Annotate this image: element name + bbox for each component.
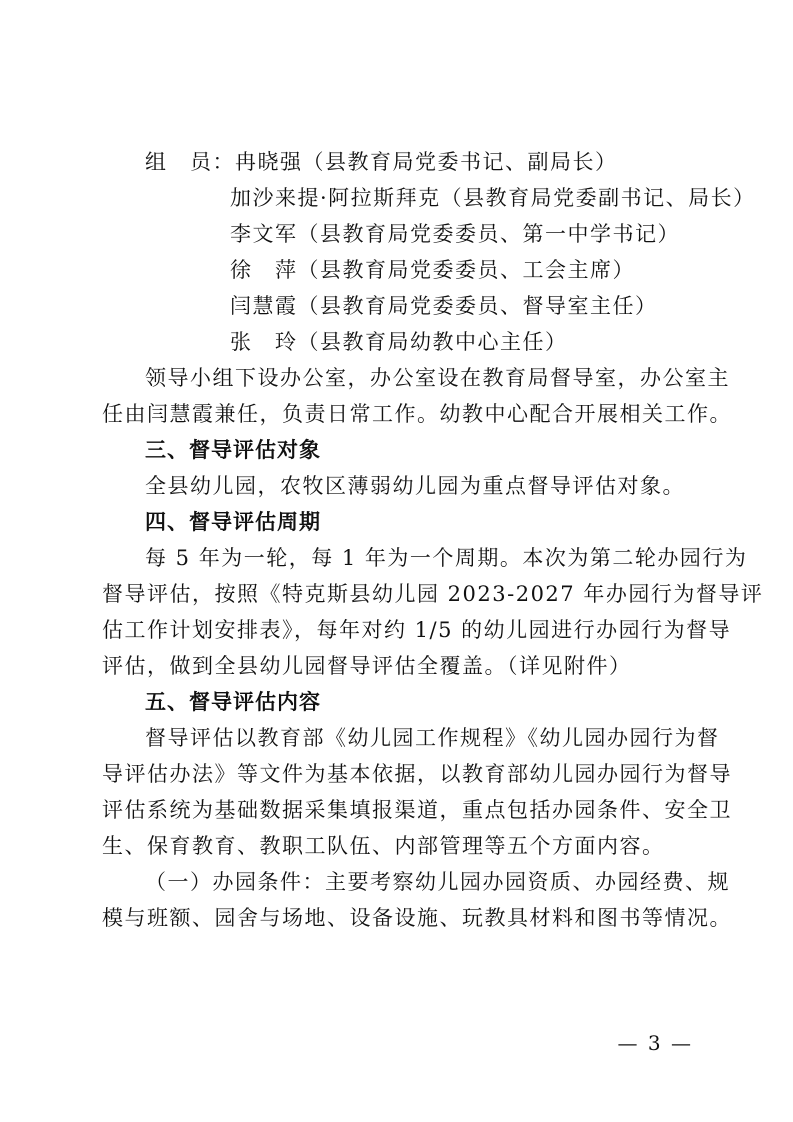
- section-4-text-line: 每 5 年为一轮，每 1 年为一个周期。本次为第二轮办园行为: [145, 546, 748, 570]
- section-4-text-line: 督导评估，按照《特克斯县幼儿园 2023-2027 年办园行为督导评: [102, 582, 764, 606]
- member-entry: 徐 萍（县教育局党委委员、工会主席）: [230, 258, 635, 282]
- section-5-text-line: 督导评估以教育部《幼儿园工作规程》《幼儿园办园行为督: [145, 726, 720, 750]
- member-entry: 冉晓强（县教育局党委书记、副局长）: [235, 150, 618, 174]
- members-row-1: [145, 147, 618, 177]
- section-5-item-1-line: 模与班额、园舍与场地、设备设施、玩教具材料和图书等情况。: [102, 906, 732, 930]
- section-5-text-line: 导评估办法》等文件为基本依据，以教育部幼儿园办园行为督导: [102, 762, 732, 786]
- section-4-text-line: 估工作计划安排表》，每年对约 1/5 的幼儿园进行办园行为督导: [102, 618, 732, 642]
- office-paragraph-line: 任由闫慧霞兼任，负责日常工作。幼教中心配合开展相关工作。: [102, 402, 732, 426]
- section-3-text: 全县幼儿园，农牧区薄弱幼儿园为重点督导评估对象。: [145, 474, 685, 498]
- section-3-heading: 三、督导评估对象: [145, 438, 321, 462]
- member-entry: 闫慧霞（县教育局党委委员、督导室主任）: [230, 294, 658, 318]
- section-5-item-1-line: （一）办园条件：主要考察幼儿园办园资质、办园经费、规: [145, 870, 730, 894]
- section-5-text-line: 生、保育教育、教职工队伍、内部管理等五个方面内容。: [102, 834, 665, 858]
- member-entry: 加沙来提·阿拉斯拜克（县教育局党委副书记、局长）: [230, 186, 756, 210]
- member-entry: 张 玲（县教育局幼教中心主任）: [230, 330, 568, 354]
- member-entry: 李文军（县教育局党委委员、第一中学书记）: [230, 222, 680, 246]
- page-number: — 3 —: [617, 1031, 693, 1055]
- section-4-text-line: 评估，做到全县幼儿园督导评估全覆盖。（详见附件）: [102, 654, 632, 678]
- section-5-text-line: 评估系统为基础数据采集填报渠道，重点包括办园条件、安全卫: [102, 798, 732, 822]
- office-paragraph-line: 领导小组下设办公室，办公室设在教育局督导室，办公室主: [145, 366, 730, 390]
- members-label: 组 员：: [145, 150, 235, 174]
- section-5-heading: 五、督导评估内容: [145, 690, 321, 714]
- section-4-heading: 四、督导评估周期: [145, 510, 321, 534]
